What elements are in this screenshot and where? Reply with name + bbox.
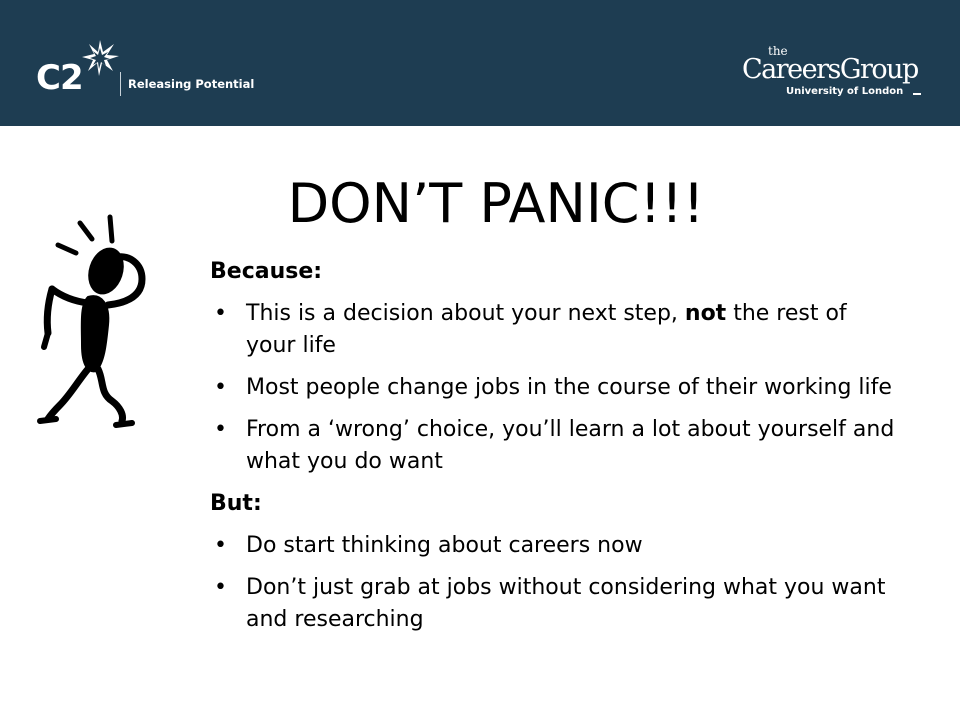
bullet-icon: • — [214, 301, 227, 326]
section-but — [210, 488, 940, 636]
careers-group-prefix: the — [768, 44, 788, 58]
bullet-list — [210, 298, 940, 478]
header-banner — [0, 0, 960, 126]
c2-tagline: Releasing Potential — [128, 77, 255, 91]
bullet-text — [246, 533, 643, 558]
bullet-text — [246, 417, 894, 474]
careers-group-dash — [913, 93, 921, 95]
panicking-stick-figure-icon — [30, 205, 164, 435]
bullet-text — [246, 575, 885, 632]
list-item — [210, 530, 900, 562]
bullet-text — [246, 301, 847, 358]
bullet-text-part: Do start thinking about careers now — [246, 533, 643, 558]
bullet-text-part: This is a decision about your next step, — [246, 301, 685, 326]
bullet-text-part: the rest of your life — [246, 301, 847, 358]
bullet-icon: • — [214, 575, 227, 600]
bullet-icon: • — [214, 375, 227, 400]
list-item — [210, 414, 900, 478]
section-heading: But: — [210, 491, 262, 516]
careers-group-logo[interactable] — [738, 44, 928, 106]
starburst-icon — [80, 38, 120, 78]
c2-mark: C2 — [36, 58, 83, 98]
section-because — [210, 256, 940, 478]
list-item — [210, 298, 900, 362]
slide-body — [210, 256, 940, 646]
careers-group-subtitle: University of London — [786, 86, 904, 97]
c2-logo[interactable] — [36, 38, 256, 104]
careers-group-name: CareersGroup — [742, 54, 918, 85]
list-item — [210, 372, 900, 404]
logo-divider — [120, 72, 121, 96]
list-item — [210, 572, 900, 636]
bullet-icon: • — [214, 417, 227, 442]
bullet-icon: • — [214, 533, 227, 558]
bullet-text — [246, 375, 892, 400]
section-heading: Because: — [210, 259, 323, 284]
bullet-text-part: Don’t just grab at jobs without considering what you want and researching — [246, 575, 886, 632]
bullet-list — [210, 530, 940, 636]
bullet-text-part: From a ‘wrong’ choice, you’ll learn a lot about yourself and what you do want — [246, 417, 895, 474]
slide-title: DON’T PANIC!!! — [287, 172, 705, 235]
bullet-emphasis: not — [684, 301, 727, 326]
bullet-text-part: Most people change jobs in the course of their working life — [246, 375, 892, 400]
